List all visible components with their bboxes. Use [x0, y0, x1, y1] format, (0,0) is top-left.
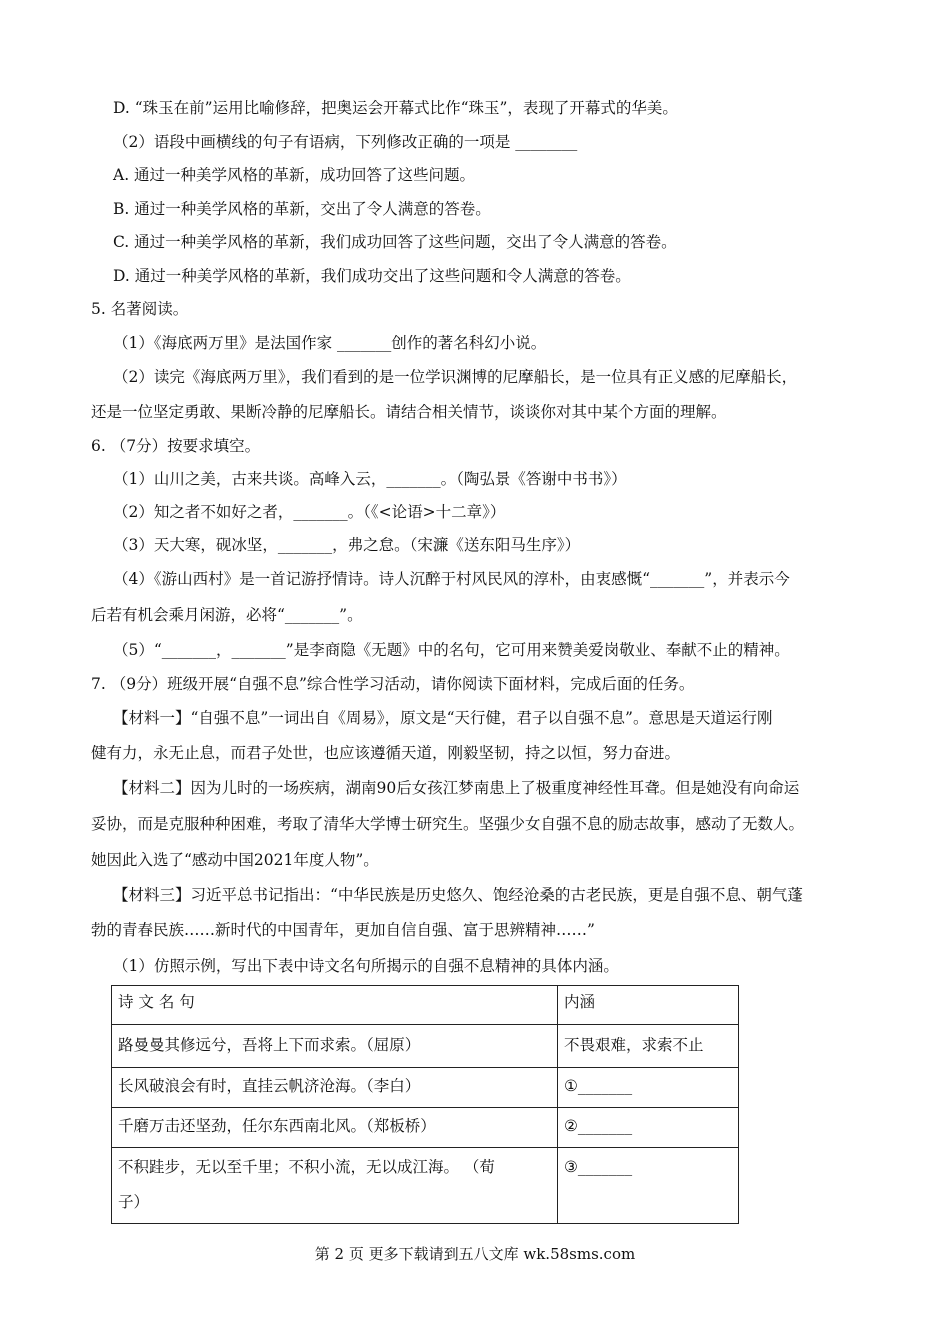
table-cell-quote: 路曼曼其修远兮，吾将上下而求索。（屈原）	[118, 1036, 421, 1054]
question-4-option-d: D. “珠玉在前”运用比喻修辞，把奥运会开幕式比作“珠玉”，表现了开幕式的华美。	[113, 99, 678, 117]
table-cell-meaning: ②_______	[564, 1117, 633, 1135]
table-header-meaning: 内涵	[564, 993, 596, 1011]
table-cell-meaning: ③_______	[564, 1158, 633, 1176]
table-row	[112, 1147, 738, 1223]
material-3-cont: 勃的青春民族……新时代的中国青年，更加自信自强、富于思辨精神……”	[91, 921, 595, 939]
option-d: D. 通过一种美学风格的革新，我们成功交出了这些问题和令人满意的答卷。	[113, 267, 631, 285]
question-6-1: （1）山川之美，古来共谈。高峰入云，_______。（陶弘景《答谢中书书》）	[113, 470, 627, 488]
question-7-1: （1）仿照示例，写出下表中诗文名句所揭示的自强不息精神的具体内涵。	[113, 957, 619, 975]
material-1-cont: 健有力，永无止息，而君子处世，也应该遵循天道，刚毅坚韧，持之以恒，努力奋进。	[91, 744, 681, 762]
table-row	[112, 1107, 738, 1147]
material-2-cont2: 她因此入选了“感动中国2021年度人物”。	[91, 851, 379, 869]
table-cell-quote: 不积跬步，无以至千里；不积小流，无以成江海。 （荀	[118, 1158, 495, 1176]
material-2-cont: 妥协，而是克服种种困难，考取了清华大学博士研究生。坚强少女自强不息的励志故事，感动了无数人。	[91, 815, 805, 833]
question-6-3: （3）天大寒，砚冰坚，_______，弗之怠。（宋濂《送东阳马生序》）	[113, 536, 581, 554]
option-b: B. 通过一种美学风格的革新，交出了令人满意的答卷。	[113, 200, 491, 218]
table-cell-meaning: ①_______	[564, 1077, 633, 1095]
material-3: 【材料三】习近平总书记指出：“中华民族是历史悠久、饱经沧桑的古老民族，更是自强不息、朝气蓬	[113, 886, 803, 904]
question-6-title: 6. （7分）按要求填空。	[91, 437, 261, 455]
question-4-2-prompt: （2）语段中画横线的句子有语病，下列修改正确的一项是 ________	[113, 133, 578, 151]
question-6-4: （4）《游山西村》是一首记游抒情诗。诗人沉醉于村风民风的淳朴，由衷感慨“_______”，并表示今	[113, 570, 790, 588]
question-5-2-cont: 还是一位坚定勇敢、果断冷静的尼摩船长。请结合相关情节，谈谈你对其中某个方面的理解。	[91, 403, 727, 421]
question-6-4-cont: 后若有机会乘月闲游，必将“_______”。	[91, 606, 363, 624]
table-cell-quote: 千磨万击还坚劲，任尔东西南北风。（郑板桥）	[118, 1117, 436, 1135]
question-5-1: （1）《海底两万里》是法国作家 _______创作的著名科幻小说。	[113, 334, 547, 352]
poetry-table	[111, 985, 739, 1224]
question-5-2: （2）读完《海底两万里》，我们看到的是一位学识渊博的尼摩船长，是一位具有正义感的尼摩船长，	[113, 368, 798, 386]
table-row	[112, 1067, 738, 1107]
question-6-5: （5）“_______，_______”是李商隐《无题》中的名句，它可用来赞美爱岗敬业、奉献不止的精神。	[113, 641, 790, 659]
table-row	[112, 1024, 738, 1067]
table-cell-quote: 长风破浪会有时，直挂云帆济沧海。（李白）	[118, 1077, 421, 1095]
material-1: 【材料一】“自强不息”一词出自《周易》，原文是“天行健，君子以自强不息”。意思是天道运行刚	[113, 709, 773, 727]
question-6-2: （2）知之者不如好之者，_______。（《<论语>十二章》）	[113, 503, 506, 521]
table-header-quote: 诗 文 名 句	[118, 993, 195, 1011]
option-c: C. 通过一种美学风格的革新，我们成功回答了这些问题，交出了令人满意的答卷。	[113, 233, 677, 251]
page-footer: 第 2 页 更多下载请到五八文库 wk.58sms.com	[314, 1245, 636, 1263]
question-7-title: 7. （9分）班级开展“自强不息”综合性学习活动，请你阅读下面材料，完成后面的任务。	[91, 675, 695, 693]
option-a: A. 通过一种美学风格的革新，成功回答了这些问题。	[113, 166, 476, 184]
table-cell-quote-wrap: 子）	[118, 1193, 150, 1211]
question-5-title: 5. 名著阅读。	[91, 300, 189, 318]
table-cell-meaning: 不畏艰难，求索不止	[564, 1036, 704, 1054]
material-2: 【材料二】因为儿时的一场疾病，湖南90后女孩江梦南患上了极重度神经性耳聋。但是她没有向命运	[113, 779, 800, 797]
